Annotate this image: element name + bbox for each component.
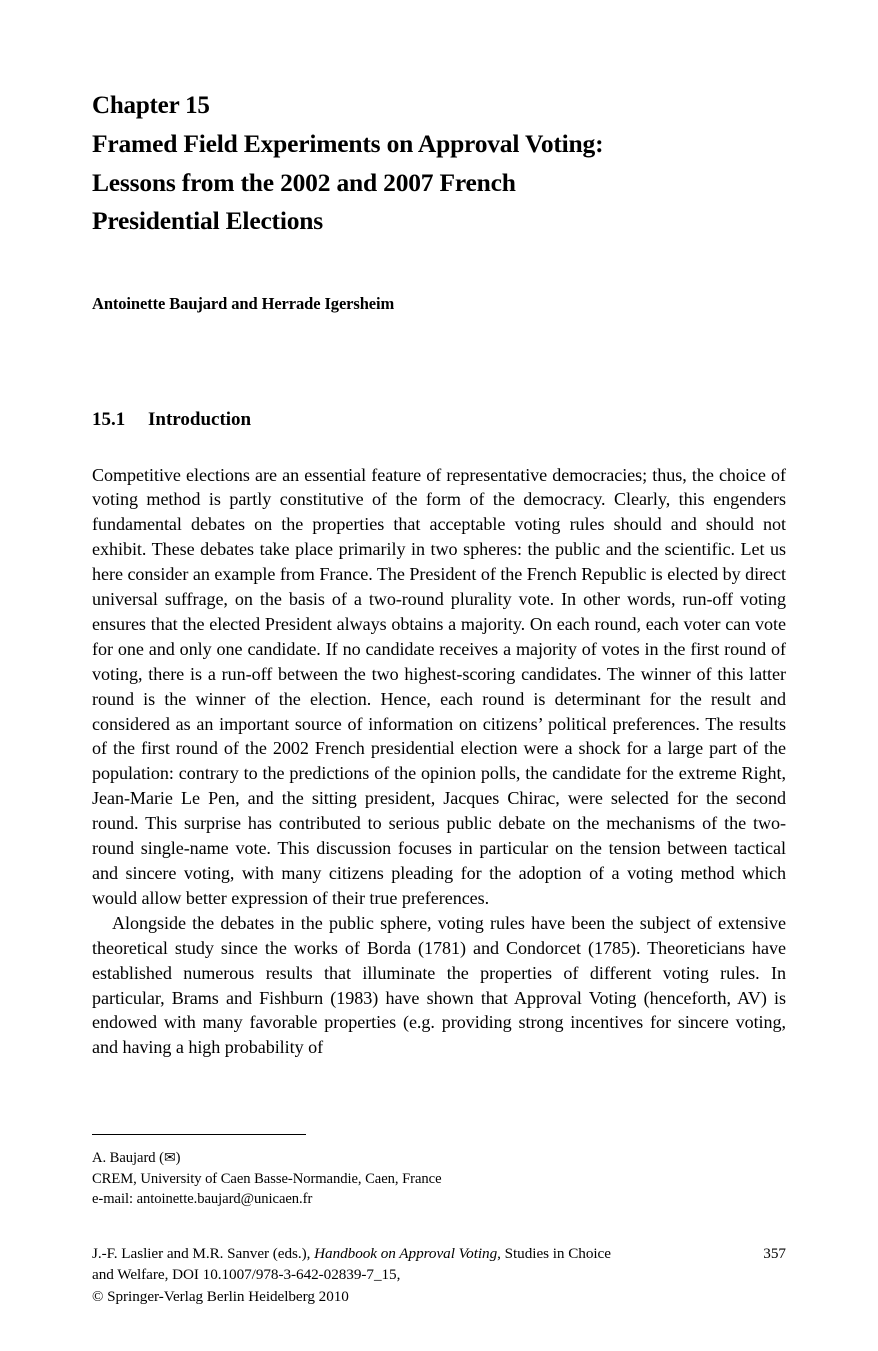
publisher-name: Springer-Verlag Berlin Heidelberg 2010 xyxy=(107,1287,349,1305)
chapter-title-line-1: Framed Field Experiments on Approval Voting: xyxy=(92,129,604,158)
publication-editors: J.-F. Laslier and M.R. Sanver (eds.), xyxy=(92,1245,315,1262)
footnote-author xyxy=(92,1148,786,1169)
publication-line-1 xyxy=(92,1243,786,1264)
publication-line-3 xyxy=(92,1286,786,1308)
copyright-icon: © xyxy=(92,1288,104,1305)
author-list: Antoinette Baujard and Herrade Igersheim xyxy=(92,293,395,313)
footnote-block xyxy=(92,1134,786,1210)
footnote-author-paren-close: ) xyxy=(175,1150,181,1166)
body-text xyxy=(92,463,786,1061)
paragraph-1: Competitive elections are an essential feature of representative democracies; thus, the choice of voting method is partly constitutive of the form of the democracy. Clearly, this engenders fundamental debates on the properties that acceptable voting rules should and should not exhibit. These debates take place primarily in two spheres: the public and the scientific. Let us here consider an example from France. The President of the French Republic is elected by direct universal suffrage, on the basis of a two-round plurality vote. In other words, run-off voting ensures that the elected President always obtains a majority. On each round, each voter can vote for one and only one candidate. If no candidate receives a majority of votes in the first round of voting, there is a run-off between the two highest-scoring candidates. The winner of this latter round is the winner of the election. Hence, each round is determinant for the result and considered as an important source of information on citizens’ political preferences. The results of the first round of the 2002 French presidential election were a shock for a large part of the population: contrary to the predictions of the opinion polls, the candidate for the extreme Right, Jean-Marie Le Pen, and the sitting president, Jacques Chirac, were selected for the second round. This surprise has contributed to serious public debate on the mechanisms of the two-round single-name vote. This discussion focuses in particular on the tension between tactical and sincere voting, with many citizens pleading for the adoption of a voting method which would allow better expression of their true preferences. xyxy=(92,464,786,908)
footnote-rule xyxy=(92,1134,306,1135)
footnote-affiliation: CREM, University of Caen Basse-Normandie, Caen, France xyxy=(92,1170,442,1187)
section-title: Introduction xyxy=(148,408,252,430)
chapter-title xyxy=(92,125,786,241)
publication-footer xyxy=(92,1243,786,1308)
footnote-email: e-mail: antoinette.baujard@unicaen.fr xyxy=(92,1191,313,1208)
footnote-author-name: A. Baujard ( xyxy=(92,1150,164,1166)
publication-first-row xyxy=(92,1243,786,1264)
section-number: 15.1 xyxy=(92,408,126,430)
page-content xyxy=(92,0,786,1060)
publication-book-title: Handbook on Approval Voting xyxy=(314,1245,498,1262)
envelope-icon: ✉ xyxy=(163,1151,176,1166)
publication-line-2: and Welfare, DOI 10.1007/978-3-642-02839-7_15, xyxy=(92,1266,401,1284)
chapter-number: Chapter 15 xyxy=(92,92,210,119)
chapter-title-line-2: Lessons from the 2002 and 2007 French xyxy=(92,167,516,197)
paragraph-2: Alongside the debates in the public sphere, voting rules have been the subject of extensive theoretical study since the works of Borda (1781) and Condorcet (1785). Theoreticians have established numerous results that illuminate the properties of different voting rules. In particular, Brams and Fishburn (1983) have shown that Approval Voting (henceforth, AV) is endowed with many favorable properties (e.g. providing strong incentives for sincere voting, and having a high probability of xyxy=(92,912,786,1058)
publication-series: , Studies in Choice xyxy=(497,1245,611,1262)
chapter-title-line-3: Presidential Elections xyxy=(92,206,323,235)
chapter-heading xyxy=(92,0,786,241)
section-heading xyxy=(92,407,786,433)
page-number: 357 xyxy=(763,1245,786,1262)
